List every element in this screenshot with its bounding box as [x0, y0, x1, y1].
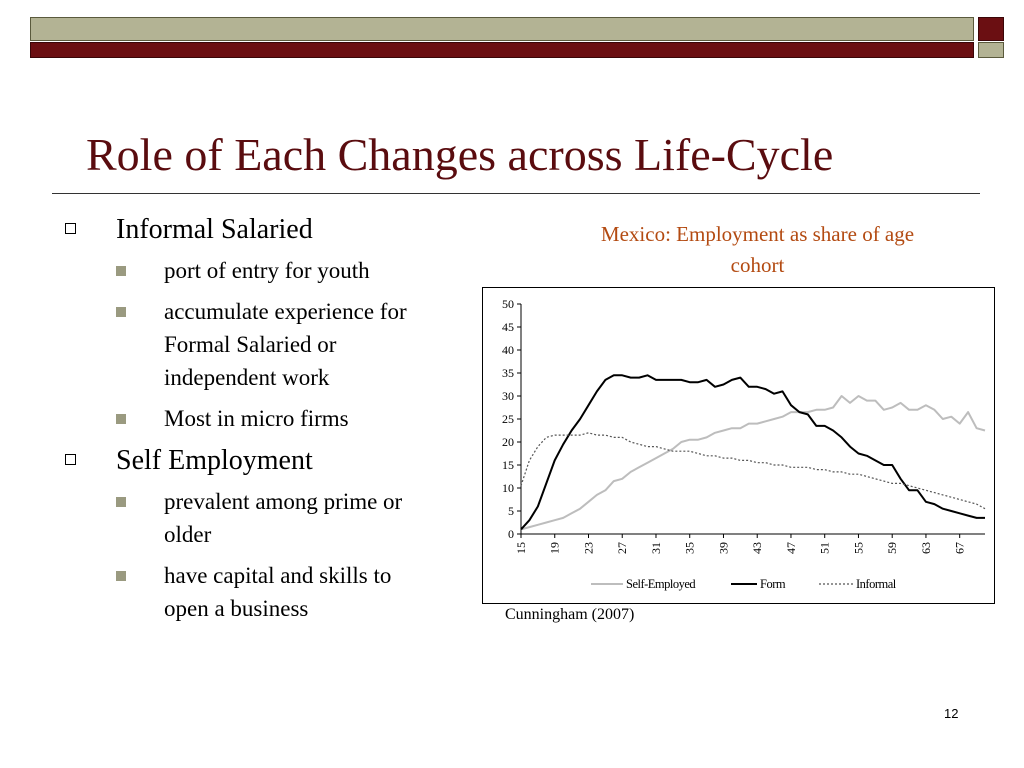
y-tick-label: 5: [508, 504, 514, 518]
sub-bullet: [58, 295, 438, 394]
header-square-top: [978, 17, 1004, 41]
sub-bullet: [58, 559, 438, 625]
header-bar-dark: [30, 42, 974, 58]
y-tick-label: 30: [502, 389, 514, 403]
filled-square-bullet-icon: [116, 414, 126, 424]
chart-source: Cunningham (2007): [505, 606, 635, 623]
y-tick-label: 15: [502, 458, 514, 472]
bullet-list: [58, 212, 438, 633]
hollow-square-bullet-icon: [65, 454, 76, 465]
filled-square-bullet-icon: [116, 571, 126, 581]
x-tick-label: 51: [817, 542, 832, 554]
x-tick-label: 19: [547, 542, 562, 554]
header-bar: [30, 17, 974, 41]
y-tick-label: 10: [502, 481, 514, 495]
sub-bullet: [58, 402, 438, 435]
sub-bullet: [58, 254, 438, 287]
y-tick-label: 0: [508, 527, 514, 541]
legend-label: Self-Employed: [626, 577, 696, 591]
x-tick-label: 63: [918, 542, 933, 554]
x-tick-label: 67: [952, 542, 967, 554]
series-line-form: [521, 375, 985, 529]
bullet-self-employment: [58, 443, 438, 479]
x-tick-label: 43: [750, 542, 765, 554]
bullet-text: Informal Salaried: [116, 214, 313, 245]
x-tick-label: 31: [648, 542, 663, 554]
line-chart: [483, 288, 994, 603]
series-line-self-employed: [521, 396, 985, 529]
x-tick-label: 23: [581, 542, 596, 554]
header-square-bottom: [978, 42, 1004, 58]
x-tick-label: 27: [615, 542, 630, 554]
sub-bullet-text: have capital and skills to open a business: [164, 563, 392, 621]
sub-bullet-text: port of entry for youth: [164, 258, 370, 283]
bullet-informal-salaried: [58, 212, 438, 248]
title-divider: [52, 193, 980, 194]
y-tick-label: 35: [502, 366, 514, 380]
y-tick-label: 25: [502, 412, 514, 426]
chart-frame: [482, 287, 995, 604]
sub-bullet-text: prevalent among prime or older: [164, 489, 403, 547]
hollow-square-bullet-icon: [65, 223, 76, 234]
y-tick-label: 40: [502, 343, 514, 357]
filled-square-bullet-icon: [116, 266, 126, 276]
filled-square-bullet-icon: [116, 497, 126, 507]
sub-bullet-text: accumulate experience for Formal Salaried or independent work: [164, 299, 407, 390]
page-number: 12: [944, 706, 959, 721]
x-tick-label: 59: [885, 542, 900, 554]
y-tick-label: 45: [502, 320, 514, 334]
slide-title: Role of Each Changes across Life-Cycle: [86, 129, 834, 180]
series-line-informal: [521, 433, 985, 509]
sub-bullet: [58, 485, 438, 551]
y-tick-label: 20: [502, 435, 514, 449]
legend-label: Form: [760, 577, 786, 591]
bullet-text: Self Employment: [116, 445, 313, 476]
y-tick-label: 50: [502, 297, 514, 311]
filled-square-bullet-icon: [116, 307, 126, 317]
x-tick-label: 39: [716, 542, 731, 554]
x-tick-label: 55: [851, 542, 866, 554]
x-tick-label: 35: [682, 542, 697, 554]
x-tick-label: 15: [514, 542, 528, 554]
x-tick-label: 47: [783, 542, 798, 554]
sub-bullet-text: Most in micro firms: [164, 406, 349, 431]
legend-label: Informal: [856, 577, 896, 591]
chart-title: Mexico: Employment as share of age cohort: [600, 222, 915, 277]
